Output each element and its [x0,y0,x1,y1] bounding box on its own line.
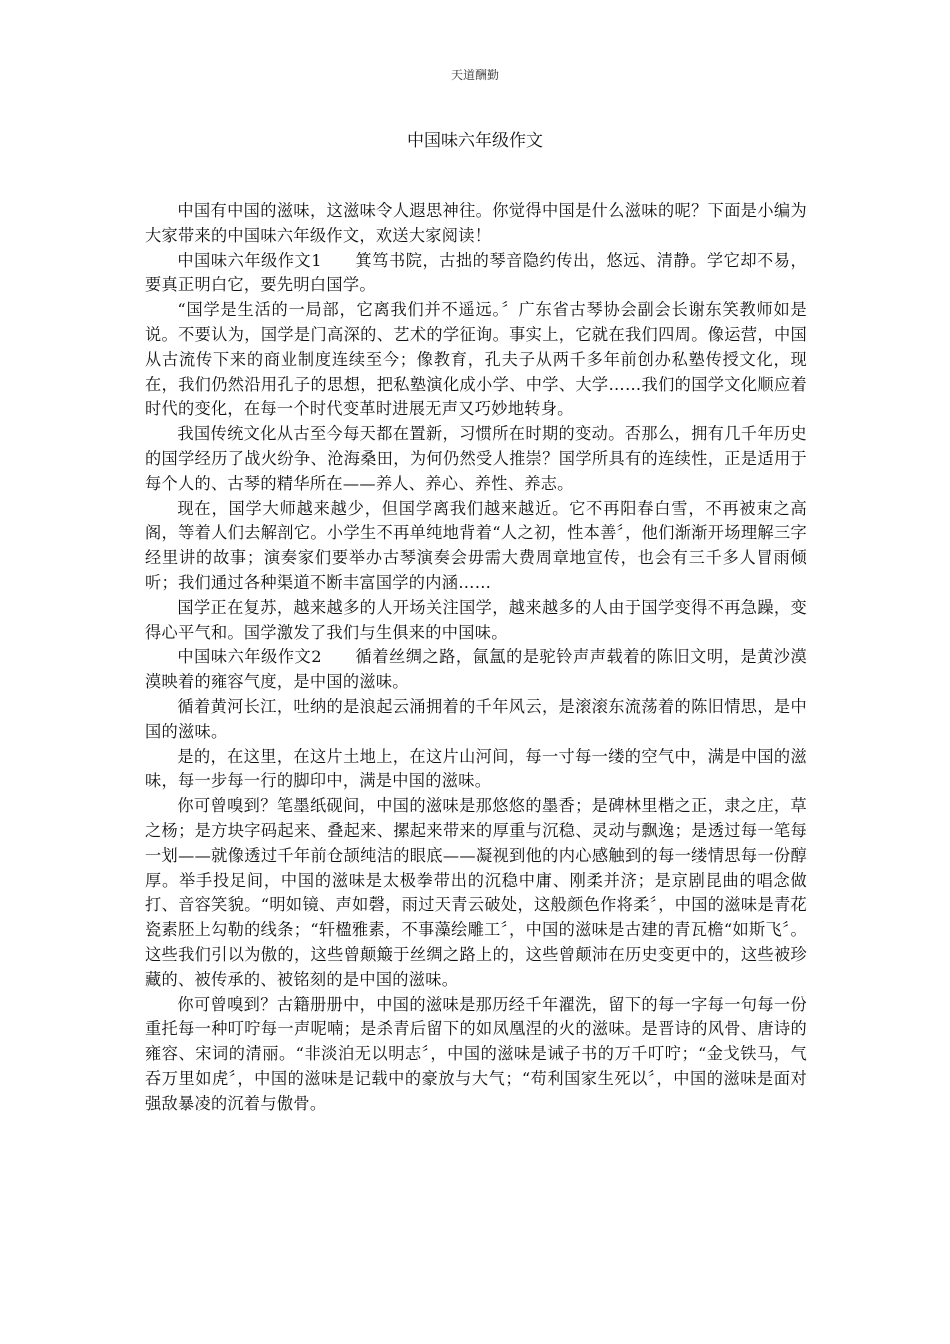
paragraph: 国学正在复苏，越来越多的人开场关注国学，越来越多的人由于国学变得不再急躁，变得心平气和。国学激发了我们与生俱来的中国味。 [145,597,807,642]
paragraph: 现在，国学大师越来越少，但国学离我们越来越近。它不再阳春白雪，不再被束之高阁，等着人们去解剖它。小学生不再单纯地背着“人之初，性本善〞，他们渐渐开场理解三字经里讲的故事；演奏家们要举办古琴演奏会毋需大费周章地宣传，也会有三千多人冒雨倾听；我们通过各种渠道不断丰富国学的内涵…… [145,498,807,592]
page-header: 天道酬勤 [450,68,499,82]
document-title: 中国味六年级作文 [407,131,543,151]
paragraph: 你可曾嗅到？笔墨纸砚间，中国的滋味是那悠悠的墨香；是碑林里楷之正，隶之庄，草之杨；是方块字码起来、叠起来、摞起来带来的厚重与沉稳、灵动与飘逸；是透过每一笔每一划——就像透过千年前仓颉纯洁的眼底——凝视到他的内心感触到的每一缕情思每一份醇厚。举手投足间，中国的滋味是太极拳带出的沉稳中庸、刚柔并济；是京剧昆曲的唱念做打、音容笑貌。“明如镜、声如磬，雨过天青云破处，这般颜色作将柔〞，中国的滋味是青花瓷素胚上勾勒的线条；“轩楹雅素，不事藻绘雕工〞，中国的滋味是古建的青瓦檐“如斯飞〞。这些我们引以为傲的，这些曾颠簸于丝绸之路上的，这些曾颠沛在历史变更中的，这些被珍藏的、被传承的、被铭刻的是中国的滋味。 [145,796,807,989]
paragraph: 你可曾嗅到？古籍册册中，中国的滋味是那历经千年濯洗，留下的每一字每一句每一份重托每一种叮咛每一声呢喃；是杀青后留下的如凤凰涅的火的滋味。是晋诗的风骨、唐诗的雍容、宋词的清丽。“非淡泊无以明志〞，中国的滋味是诫子书的万千叮咛；“金戈铁马，气吞万里如虎〞，中国的滋味是记载中的豪放与大气；“苟利国家生死以〞，中国的滋味是面对强敌暴凌的沉着与傲骨。 [145,994,807,1113]
article-body [145,199,807,1116]
paragraph: 中国有中国的滋味，这滋味令人遐思神往。你觉得中国是什么滋味的呢？下面是小编为大家带来的中国味六年级作文，欢送大家阅读！ [145,201,807,245]
paragraph: 循着黄河长江，吐纳的是浪起云涌拥着的千年风云，是滚滚东流荡着的陈旧情思，是中国的滋味。 [145,696,807,741]
paragraph: 中国味六年级作文2 循着丝绸之路，氤氲的是驼铃声声载着的陈旧文明，是黄沙漠漠映着的雍容气度，是中国的滋味。 [145,647,807,692]
paragraph: 我国传统文化从古至今每天都在置新，习惯所在时期的变动。否那么，拥有几千年历史的国学经历了战火纷争、沧海桑田，为何仍然受人推崇？国学所具有的连续性，正是适用于每个人的、古琴的精华所在——养人、养心、养性、养志。 [145,424,807,493]
paragraph: 是的，在这里，在这片土地上，在这片山河间，每一寸每一缕的空气中，满是中国的滋味，每一步每一行的脚印中，满是中国的滋味。 [145,746,807,791]
paragraph: 中国味六年级作文1 箕笃书院，古拙的琴音隐约传出，悠远、清静。学它却不易，要真正明白它，要先明白国学。 [145,250,807,295]
paragraph: “国学是生活的一局部，它离我们并不遥远。〞广东省古琴协会副会长谢东笑教师如是说。不要认为，国学是门高深的、艺术的学征询。事实上，它就在我们四周。像运营，中国从古流传下来的商业制度连续至今；像教育，孔夫子从两千多年前创办私塾传授文化，现在，我们仍然沿用孔子的思想，把私塾演化成小学、中学、大学……我们的国学文化顺应着时代的变化，在每一个时代变革时进展无声又巧妙地转身。 [145,300,807,419]
